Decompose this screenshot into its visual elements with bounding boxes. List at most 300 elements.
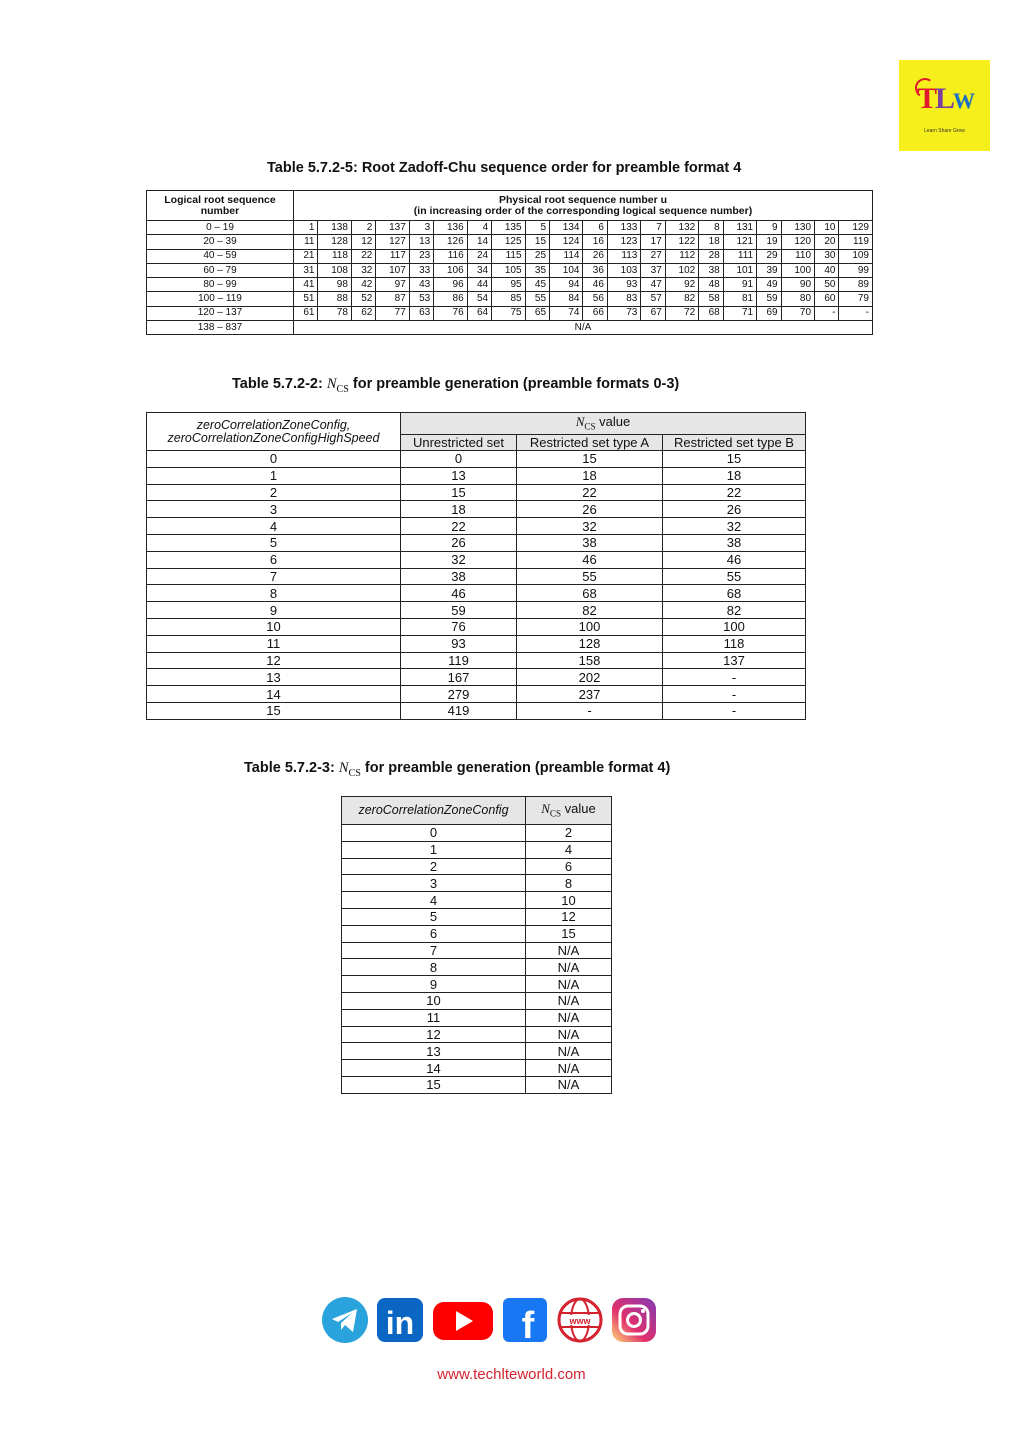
physical-root-cell: 36 xyxy=(583,263,607,277)
physical-root-cell: 110 xyxy=(781,249,814,263)
physical-root-cell: 74 xyxy=(550,306,583,320)
na-cell: N/A xyxy=(294,321,873,335)
ncs-value-cell: N/A xyxy=(526,1076,612,1093)
physical-root-cell: 7 xyxy=(641,221,665,235)
physical-root-cell: 13 xyxy=(409,235,433,249)
ncs-symbol: $N_{CS}$ xyxy=(541,801,562,819)
physical-root-cell: 99 xyxy=(839,263,873,277)
physical-root-cell: 91 xyxy=(723,278,756,292)
physical-root-cell: 137 xyxy=(376,221,409,235)
physical-root-cell: 93 xyxy=(607,278,640,292)
physical-root-cell: 22 xyxy=(351,249,375,263)
physical-root-cell: 50 xyxy=(815,278,839,292)
physical-root-cell: 126 xyxy=(434,235,467,249)
table-row xyxy=(147,278,873,292)
config-index-cell: 5 xyxy=(147,534,401,551)
physical-root-cell: 136 xyxy=(434,221,467,235)
physical-root-cell: 62 xyxy=(351,306,375,320)
table-row xyxy=(147,702,806,719)
ncs-value-cell: 26 xyxy=(517,501,663,518)
physical-root-cell: 79 xyxy=(839,292,873,306)
ncs-symbol: $N_{CS}$ xyxy=(575,414,596,432)
physical-root-cell: 101 xyxy=(723,263,756,277)
table-row xyxy=(342,925,612,942)
config-index-cell: 8 xyxy=(147,585,401,602)
table-row xyxy=(342,1076,612,1093)
physical-root-cell: 75 xyxy=(492,306,525,320)
config-index-cell: 14 xyxy=(342,1060,526,1077)
physical-root-cell: 119 xyxy=(839,235,873,249)
table2-subheader: Restricted set type B xyxy=(663,435,806,451)
config-index-cell: 8 xyxy=(342,959,526,976)
physical-root-cell: 73 xyxy=(607,306,640,320)
config-index-cell: 14 xyxy=(147,686,401,703)
physical-root-cell: 123 xyxy=(607,235,640,249)
ncs-format-4-table xyxy=(341,796,612,1094)
config-index-cell: 6 xyxy=(147,551,401,568)
logical-range-cell: 120 – 137 xyxy=(147,306,294,320)
physical-root-cell: 55 xyxy=(525,292,549,306)
table-row xyxy=(147,551,806,568)
physical-root-cell: 88 xyxy=(318,292,351,306)
config-index-cell: 3 xyxy=(342,875,526,892)
table1-col1-header: Logical root sequence number xyxy=(147,191,294,221)
table2-caption xyxy=(232,376,679,395)
table-row xyxy=(147,221,873,235)
config-index-cell: 9 xyxy=(147,602,401,619)
physical-root-cell: 120 xyxy=(781,235,814,249)
config-index-cell: 5 xyxy=(342,908,526,925)
config-index-cell: 0 xyxy=(342,825,526,842)
physical-root-cell: 76 xyxy=(434,306,467,320)
table-row xyxy=(342,875,612,892)
physical-root-cell: 27 xyxy=(641,249,665,263)
physical-root-cell: 30 xyxy=(815,249,839,263)
physical-root-cell: 23 xyxy=(409,249,433,263)
ncs-value-cell: 237 xyxy=(517,686,663,703)
physical-root-cell: 46 xyxy=(583,278,607,292)
table-row xyxy=(342,992,612,1009)
physical-root-cell: 32 xyxy=(351,263,375,277)
physical-root-cell: 112 xyxy=(665,249,698,263)
physical-root-cell: 131 xyxy=(723,221,756,235)
physical-root-cell: 116 xyxy=(434,249,467,263)
physical-root-cell: 11 xyxy=(294,235,318,249)
ncs-symbol: $N_{CS}$ xyxy=(338,760,361,779)
physical-root-cell: 85 xyxy=(492,292,525,306)
ncs-value-cell: - xyxy=(663,669,806,686)
physical-root-cell: 12 xyxy=(351,235,375,249)
physical-root-cell: 78 xyxy=(318,306,351,320)
ncs-value-cell: 15 xyxy=(526,925,612,942)
physical-root-cell: 25 xyxy=(525,249,549,263)
physical-root-cell: - xyxy=(839,306,873,320)
table-row xyxy=(342,976,612,993)
ncs-value-cell: 82 xyxy=(663,602,806,619)
table-row xyxy=(147,618,806,635)
physical-root-cell: 133 xyxy=(607,221,640,235)
physical-root-cell: 109 xyxy=(839,249,873,263)
physical-root-cell: 48 xyxy=(699,278,723,292)
physical-root-cell: 104 xyxy=(550,263,583,277)
table-row xyxy=(147,534,806,551)
ncs-value-cell: 46 xyxy=(401,585,517,602)
physical-root-cell: 2 xyxy=(351,221,375,235)
table2-ncs-value-header: $N_{CS}$ value xyxy=(401,413,806,435)
logo-letters: TLW xyxy=(917,82,974,115)
ncs-value-cell: 18 xyxy=(517,467,663,484)
physical-root-cell: 86 xyxy=(434,292,467,306)
table1-col2-header-line2: (in increasing order of the corresponding logical sequence number) xyxy=(413,204,753,217)
table-row xyxy=(147,292,873,306)
physical-root-cell: 114 xyxy=(550,249,583,263)
svg-text:in: in xyxy=(385,1305,415,1341)
config-index-cell: 11 xyxy=(342,1009,526,1026)
ncs-value-cell: 118 xyxy=(663,635,806,652)
physical-root-cell: 82 xyxy=(665,292,698,306)
physical-root-cell: 4 xyxy=(467,221,491,235)
physical-root-cell: 121 xyxy=(723,235,756,249)
config-index-cell: 1 xyxy=(147,467,401,484)
ncs-value-cell: 15 xyxy=(401,484,517,501)
ncs-value-cell: 10 xyxy=(526,892,612,909)
ncs-value-cell: 100 xyxy=(517,618,663,635)
physical-root-cell: 49 xyxy=(757,278,781,292)
physical-root-cell: 60 xyxy=(815,292,839,306)
ncs-value-cell: 76 xyxy=(401,618,517,635)
ncs-value-cell: N/A xyxy=(526,1060,612,1077)
config-index-cell: 7 xyxy=(342,942,526,959)
table-row xyxy=(147,467,806,484)
ncs-value-cell: 158 xyxy=(517,652,663,669)
ncs-value-cell: 46 xyxy=(663,551,806,568)
physical-root-cell: 43 xyxy=(409,278,433,292)
physical-root-cell: 37 xyxy=(641,263,665,277)
table-row xyxy=(147,652,806,669)
table-row xyxy=(342,942,612,959)
physical-root-cell: 65 xyxy=(525,306,549,320)
ncs-value-cell: 279 xyxy=(401,686,517,703)
ncs-value-cell: 55 xyxy=(663,568,806,585)
ncs-value-cell: 82 xyxy=(517,602,663,619)
physical-root-cell: 102 xyxy=(665,263,698,277)
table-row xyxy=(342,892,612,909)
physical-root-cell: 72 xyxy=(665,306,698,320)
ncs-value-cell: 32 xyxy=(401,551,517,568)
physical-root-cell: 34 xyxy=(467,263,491,277)
config-index-cell: 15 xyxy=(342,1076,526,1093)
physical-root-cell: 81 xyxy=(723,292,756,306)
physical-root-cell: 9 xyxy=(757,221,781,235)
physical-root-cell: 108 xyxy=(318,263,351,277)
physical-root-cell: 64 xyxy=(467,306,491,320)
physical-root-cell: 58 xyxy=(699,292,723,306)
logical-range-cell: 138 – 837 xyxy=(147,321,294,335)
ncs-value-cell: 13 xyxy=(401,467,517,484)
ncs-value-cell: 22 xyxy=(401,518,517,535)
physical-root-cell: 94 xyxy=(550,278,583,292)
config-index-cell: 7 xyxy=(147,568,401,585)
physical-root-cell: - xyxy=(815,306,839,320)
ncs-value-cell: 22 xyxy=(663,484,806,501)
ncs-value-cell: 6 xyxy=(526,858,612,875)
table3-caption-suffix: for preamble generation (preamble format 4) xyxy=(364,760,671,776)
table-row xyxy=(147,235,873,249)
physical-root-cell: 44 xyxy=(467,278,491,292)
ncs-value-cell: 137 xyxy=(663,652,806,669)
ncs-value-cell: N/A xyxy=(526,1043,612,1060)
physical-root-cell: 115 xyxy=(492,249,525,263)
config-index-cell: 2 xyxy=(147,484,401,501)
physical-root-cell: 129 xyxy=(839,221,873,235)
physical-root-cell: 59 xyxy=(757,292,781,306)
svg-text:www: www xyxy=(569,1316,591,1326)
ncs-value-cell: N/A xyxy=(526,1026,612,1043)
physical-root-cell: 90 xyxy=(781,278,814,292)
physical-root-cell: 103 xyxy=(607,263,640,277)
table-row xyxy=(147,669,806,686)
logical-range-cell: 100 – 119 xyxy=(147,292,294,306)
physical-root-cell: 118 xyxy=(318,249,351,263)
physical-root-cell: 67 xyxy=(641,306,665,320)
physical-root-cell: 15 xyxy=(525,235,549,249)
physical-root-cell: 42 xyxy=(351,278,375,292)
config-index-cell: 12 xyxy=(147,652,401,669)
logical-range-cell: 20 – 39 xyxy=(147,235,294,249)
physical-root-cell: 41 xyxy=(294,278,318,292)
ncs-value-cell: 167 xyxy=(401,669,517,686)
config-index-cell: 3 xyxy=(147,501,401,518)
ncs-value-cell: 202 xyxy=(517,669,663,686)
svg-text:f: f xyxy=(521,1305,535,1344)
physical-root-cell: 130 xyxy=(781,221,814,235)
table3-config-header: zeroCorrelationZoneConfig xyxy=(342,797,526,825)
ncs-value-cell: 4 xyxy=(526,841,612,858)
config-index-cell: 4 xyxy=(342,892,526,909)
youtube-icon[interactable] xyxy=(433,1302,493,1340)
table-row xyxy=(342,841,612,858)
facebook-icon[interactable] xyxy=(503,1298,547,1344)
config-index-cell: 12 xyxy=(342,1026,526,1043)
physical-root-cell: 61 xyxy=(294,306,318,320)
ncs-value-cell: N/A xyxy=(526,942,612,959)
ncs-value-cell: 59 xyxy=(401,602,517,619)
physical-root-cell: 47 xyxy=(641,278,665,292)
physical-root-cell: 3 xyxy=(409,221,433,235)
ncs-value-cell: 46 xyxy=(517,551,663,568)
physical-root-cell: 17 xyxy=(641,235,665,249)
ncs-symbol: $N_{CS}$ xyxy=(326,376,349,395)
table-row xyxy=(342,1043,612,1060)
logical-range-cell: 0 – 19 xyxy=(147,221,294,235)
table-row xyxy=(342,825,612,842)
physical-root-cell: 10 xyxy=(815,221,839,235)
ncs-value-cell: 26 xyxy=(663,501,806,518)
config-index-cell: 10 xyxy=(342,992,526,1009)
table-row xyxy=(147,484,806,501)
physical-root-cell: 5 xyxy=(525,221,549,235)
root-zadoff-chu-table xyxy=(146,190,873,335)
ncs-value-cell: 128 xyxy=(517,635,663,652)
physical-root-cell: 57 xyxy=(641,292,665,306)
physical-root-cell: 69 xyxy=(757,306,781,320)
table-row xyxy=(342,959,612,976)
physical-root-cell: 26 xyxy=(583,249,607,263)
physical-root-cell: 52 xyxy=(351,292,375,306)
physical-root-cell: 20 xyxy=(815,235,839,249)
table-row xyxy=(342,908,612,925)
config-index-cell: 13 xyxy=(147,669,401,686)
config-index-cell: 2 xyxy=(342,858,526,875)
physical-root-cell: 45 xyxy=(525,278,549,292)
table-row xyxy=(147,451,806,468)
physical-root-cell: 6 xyxy=(583,221,607,235)
physical-root-cell: 105 xyxy=(492,263,525,277)
table-row xyxy=(147,602,806,619)
physical-root-cell: 80 xyxy=(781,292,814,306)
telegram-icon[interactable] xyxy=(322,1297,368,1343)
table3-ncs-value-header: $N_{CS}$ value xyxy=(526,797,612,825)
website-icon[interactable] xyxy=(559,1299,601,1341)
ncs-value-cell: 15 xyxy=(517,451,663,468)
config-index-cell: 9 xyxy=(342,976,526,993)
ncs-value-cell: 8 xyxy=(526,875,612,892)
physical-root-cell: 83 xyxy=(607,292,640,306)
table3-caption xyxy=(244,760,670,779)
physical-root-cell: 56 xyxy=(583,292,607,306)
physical-root-cell: 33 xyxy=(409,263,433,277)
config-index-cell: 13 xyxy=(342,1043,526,1060)
ncs-value-cell: 419 xyxy=(401,702,517,719)
physical-root-cell: 135 xyxy=(492,221,525,235)
table-row xyxy=(342,1026,612,1043)
physical-root-cell: 127 xyxy=(376,235,409,249)
config-index-cell: 11 xyxy=(147,635,401,652)
ncs-value-cell: N/A xyxy=(526,1009,612,1026)
physical-root-cell: 24 xyxy=(467,249,491,263)
physical-root-cell: 40 xyxy=(815,263,839,277)
physical-root-cell: 125 xyxy=(492,235,525,249)
physical-root-cell: 21 xyxy=(294,249,318,263)
config-index-cell: 10 xyxy=(147,618,401,635)
logo-tagline: Learn Share Grow xyxy=(924,128,965,134)
table-row xyxy=(147,263,873,277)
table2-caption-suffix: for preamble generation (preamble formats 0-3) xyxy=(352,376,680,392)
ncs-value-cell: 38 xyxy=(401,568,517,585)
instagram-icon[interactable] xyxy=(612,1298,656,1342)
physical-root-cell: 117 xyxy=(376,249,409,263)
physical-root-cell: 122 xyxy=(665,235,698,249)
physical-root-cell: 111 xyxy=(723,249,756,263)
physical-root-cell: 8 xyxy=(699,221,723,235)
physical-root-cell: 92 xyxy=(665,278,698,292)
physical-root-cell: 95 xyxy=(492,278,525,292)
physical-root-cell: 51 xyxy=(294,292,318,306)
table2-subheader: Restricted set type A xyxy=(517,435,663,451)
physical-root-cell: 138 xyxy=(318,221,351,235)
table1-col2-header-line1: Physical root sequence number u xyxy=(498,194,668,206)
ncs-value-cell: 100 xyxy=(663,618,806,635)
table-row xyxy=(147,686,806,703)
ncs-formats-0-3-table xyxy=(146,412,806,720)
table-row xyxy=(147,501,806,518)
physical-root-cell: 134 xyxy=(550,221,583,235)
physical-root-cell: 63 xyxy=(409,306,433,320)
table2-caption-prefix: Table 5.7.2-2: xyxy=(232,376,323,392)
linkedin-icon[interactable] xyxy=(377,1298,423,1342)
ncs-value-cell: N/A xyxy=(526,992,612,1009)
physical-root-cell: 66 xyxy=(583,306,607,320)
physical-root-cell: 124 xyxy=(550,235,583,249)
config-index-cell: 4 xyxy=(147,518,401,535)
ncs-value-cell: 0 xyxy=(401,451,517,468)
physical-root-cell: 68 xyxy=(699,306,723,320)
physical-root-cell: 14 xyxy=(467,235,491,249)
ncs-value-cell: 18 xyxy=(663,467,806,484)
ncs-value-cell: 18 xyxy=(401,501,517,518)
config-index-cell: 15 xyxy=(147,702,401,719)
ncs-value-cell: - xyxy=(517,702,663,719)
physical-root-cell: 35 xyxy=(525,263,549,277)
table-row xyxy=(147,635,806,652)
brand-logo xyxy=(899,60,990,151)
logical-range-cell: 40 – 59 xyxy=(147,249,294,263)
table-row xyxy=(147,306,873,320)
config-index-cell: 6 xyxy=(342,925,526,942)
physical-root-cell: 1 xyxy=(294,221,318,235)
physical-root-cell: 89 xyxy=(839,278,873,292)
physical-root-cell: 113 xyxy=(607,249,640,263)
ncs-value-cell: 22 xyxy=(517,484,663,501)
ncs-value-cell: - xyxy=(663,702,806,719)
physical-root-cell: 97 xyxy=(376,278,409,292)
ncs-value-cell: 2 xyxy=(526,825,612,842)
ncs-value-cell: 32 xyxy=(517,518,663,535)
ncs-value-cell: N/A xyxy=(526,976,612,993)
physical-root-cell: 106 xyxy=(434,263,467,277)
ncs-value-cell: N/A xyxy=(526,959,612,976)
ncs-value-cell: 68 xyxy=(517,585,663,602)
config-index-cell: 1 xyxy=(342,841,526,858)
physical-root-cell: 54 xyxy=(467,292,491,306)
physical-root-cell: 128 xyxy=(318,235,351,249)
table-row xyxy=(147,249,873,263)
ncs-value-cell: 93 xyxy=(401,635,517,652)
ncs-value-cell: 32 xyxy=(663,518,806,535)
physical-root-cell: 38 xyxy=(699,263,723,277)
table3-caption-prefix: Table 5.7.2-3: xyxy=(244,760,335,776)
logical-range-cell: 80 – 99 xyxy=(147,278,294,292)
table-row xyxy=(147,568,806,585)
ncs-value-cell: 119 xyxy=(401,652,517,669)
physical-root-cell: 77 xyxy=(376,306,409,320)
physical-root-cell: 19 xyxy=(757,235,781,249)
logical-range-cell: 60 – 79 xyxy=(147,263,294,277)
config-index-cell: 0 xyxy=(147,451,401,468)
website-link[interactable]: www.techlteworld.com xyxy=(437,1366,586,1383)
physical-root-cell: 31 xyxy=(294,263,318,277)
table-row xyxy=(147,321,873,335)
ncs-value-cell: 38 xyxy=(663,534,806,551)
ncs-value-cell: 68 xyxy=(663,585,806,602)
physical-root-cell: 96 xyxy=(434,278,467,292)
table-row xyxy=(342,858,612,875)
table2-config-header: zeroCorrelationZoneConfig, zeroCorrelationZoneConfigHighSpeed xyxy=(147,413,401,451)
physical-root-cell: 98 xyxy=(318,278,351,292)
ncs-value-cell: 38 xyxy=(517,534,663,551)
ncs-value-cell: 55 xyxy=(517,568,663,585)
physical-root-cell: 71 xyxy=(723,306,756,320)
